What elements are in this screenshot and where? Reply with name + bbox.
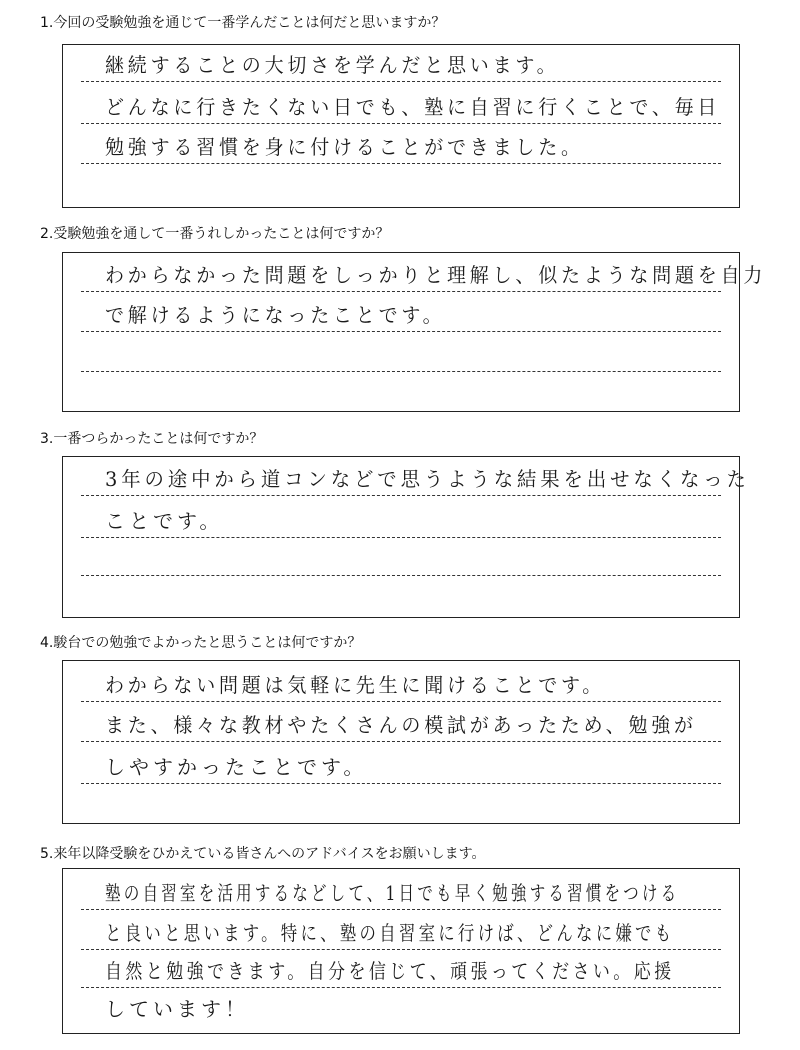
handwritten-answer-text: 継続することの大切さを学んだと思います。 (105, 53, 560, 77)
handwritten-answer-text: どんなに行きたくない日でも、塾に自習に行くことで、毎日 (105, 95, 721, 119)
answer-line (81, 95, 721, 124)
handwritten-answer-text: 勉強する習慣を身に付けることができました。 (105, 135, 584, 159)
handwritten-answer-text: わからなかった問題をしっかりと理解し、似たような問題を自力 (105, 263, 767, 287)
answer-line (81, 959, 721, 988)
handwritten-answer-text: しています！ (105, 997, 249, 1021)
answer-line (81, 371, 721, 372)
answer-line (81, 921, 721, 950)
question-4-label: 4.駿台での勉強でよかったと思うことは何ですか？ (40, 635, 362, 651)
handwritten-answer-text: しやすかったことです。 (105, 755, 368, 779)
answer-line (81, 881, 721, 910)
handwritten-answer-text: ことです。 (105, 509, 224, 533)
answer-box-5 (62, 868, 740, 1034)
answer-line (81, 263, 767, 292)
handwritten-answer-text: で解けるようになったことです。 (105, 303, 446, 327)
answer-line (81, 713, 721, 742)
question-2-label: 2.受験勉強を通して一番うれしかったことは何ですか？ (40, 226, 390, 242)
handwritten-answer-text: と良いと思います。特に、塾の自習室に行けば、どんなに嫌でも (105, 921, 675, 945)
answer-line (81, 467, 750, 496)
handwritten-answer-text: 自然と勉強できます。自分を信じて、頑張ってください。応援 (105, 959, 675, 983)
answer-line (81, 755, 721, 784)
handwritten-answer-text: 3年の途中から道コンなどで思うような結果を出せなくなった (105, 467, 750, 491)
question-1-label: 1.今回の受験勉強を通じて一番学んだことは何だと思いますか？ (40, 15, 446, 31)
answer-line (81, 673, 721, 702)
handwritten-answer-text: わからない問題は気軽に先生に聞けることです。 (105, 673, 606, 697)
answer-box-2 (62, 252, 767, 412)
answer-box-4 (62, 660, 740, 824)
answer-line (81, 135, 721, 164)
answer-line (81, 303, 721, 332)
handwritten-answer-text: 塾の自習室を活用するなどして、1日でも早く勉強する習慣をつける (105, 881, 680, 905)
answer-box-3 (62, 456, 750, 618)
answer-box-1 (62, 44, 740, 208)
question-5-label: 5.来年以降受験をひかえている皆さんへのアドバイスをお願いします。 (40, 846, 486, 862)
handwritten-answer-text: また、様々な教材やたくさんの模試があったため、勉強が (105, 713, 697, 737)
question-3-label: 3.一番つらかったことは何ですか？ (40, 431, 264, 447)
answer-line (81, 53, 721, 82)
answer-line (81, 509, 721, 538)
answer-line (81, 575, 721, 576)
